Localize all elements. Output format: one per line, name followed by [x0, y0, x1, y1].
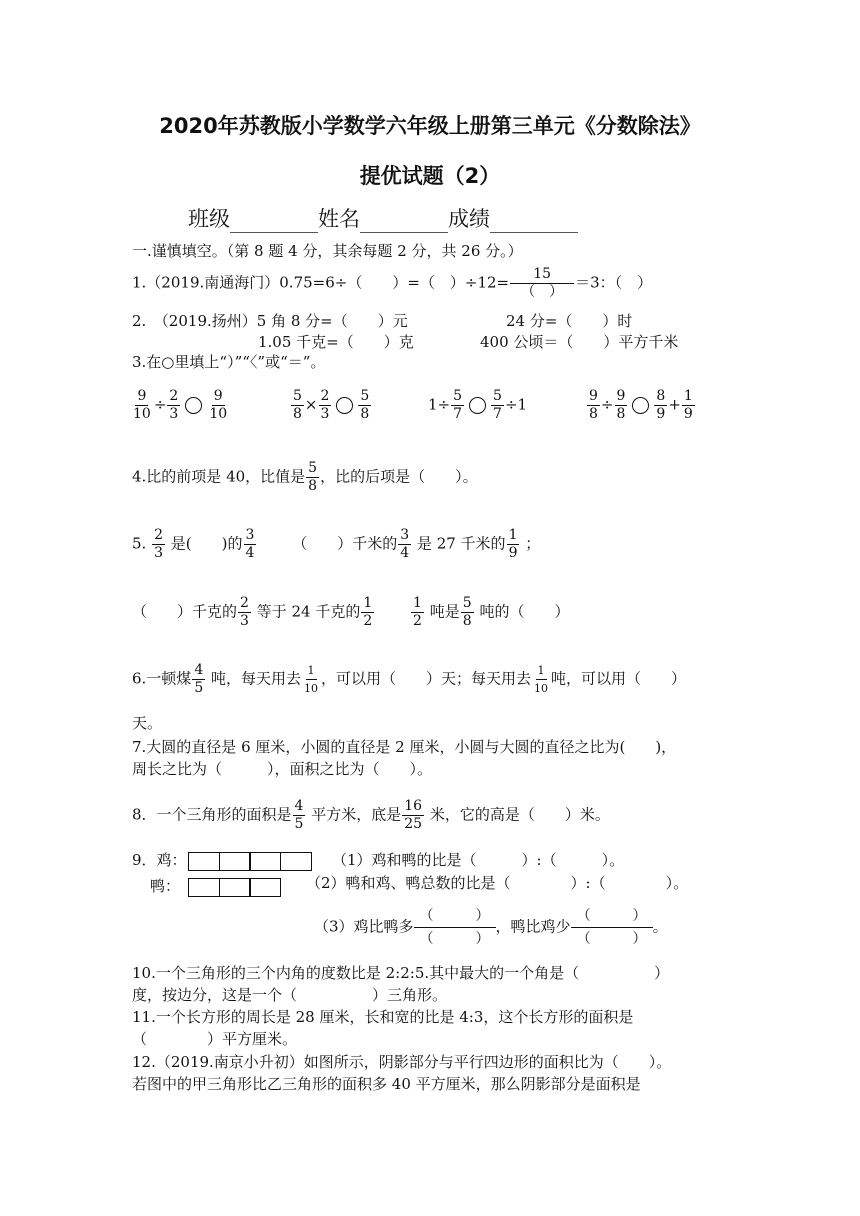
duck-boxes [188, 877, 280, 897]
score-blank[interactable] [490, 210, 578, 233]
question-10a: 10.一个三角形的三个内角的度数比是 2:2:5.其中最大的一个角是（ ） [132, 964, 670, 982]
question-2b: 24 分=（ ）时 [506, 312, 633, 330]
question-7a: 7.大圆的直径是 6 厘米，小圆的直径是 2 厘米，小圆与大圆的直径之比为( )， [132, 738, 677, 756]
compare-expr-2: $\frac{5}{8}$ × $\frac{2}{3}$ $\frac{5}{8}$ [293, 388, 370, 422]
compare-expr-4: $\frac{9}{8}$ ÷ $\frac{9}{8}$ $\frac{8}{9}$ + $\frac{1}{9}$ [589, 388, 693, 422]
class-blank[interactable] [230, 210, 318, 233]
compare-circle[interactable] [336, 397, 353, 414]
question-1: 1.（2019.南通海门）0.75=6÷（ ）=（ ）÷12= $\frac{15}{( )}$ ＝3：（ ） [132, 266, 653, 300]
question-2c: 1.05 千克=（ ）克 [258, 333, 414, 351]
question-2d: 400 公顷＝（ ）平方千米 [480, 333, 679, 351]
question-5a: 5. $\frac{2}{3}$ 是( )的 $\frac{3}{4}$ （ ）千米的 $\frac{3}{4}$ 是 27 千米的 $\frac{1}{9}$ ； [132, 527, 541, 561]
question-7b: 周长之比为（ ），面积之比为（ ）。 [132, 760, 433, 778]
section-heading: 一.谨慎填空。（第 8 题 4 分，其余每题 2 分，共 26 分。） [132, 242, 523, 260]
compare-circle[interactable] [185, 397, 202, 414]
chicken-boxes [188, 851, 310, 871]
question-9-part1: （1）鸡和鸭的比是（ ）:（ ）。 [332, 851, 625, 869]
question-8: 8．一个三角形的面积是 $\frac{4}{5}$ 平方米，底是 $\frac{16}{25}$ 米，它的高是（ ）米。 [132, 798, 610, 832]
compare-circle[interactable] [632, 397, 649, 414]
page-subtitle: 提优试题（2） [359, 164, 501, 188]
question-5b: （ ）千克的 $\frac{2}{3}$ 等于 24 千克的 $\frac{1}{2}$ $\frac{1}{2}$ 吨是 $\frac{5}{8}$ 吨的（ ） [132, 595, 570, 629]
question-10b: 度，按边分，这是一个（ ）三角形。 [132, 986, 448, 1004]
duck-label: 鸭： [150, 877, 181, 895]
question-11a: 11.一个长方形的周长是 28 厘米，长和宽的比是 4:3，这个长方形的面积是 [132, 1008, 634, 1026]
question-3: 3.在○里填上“）”“〈”或“＝”。 [132, 353, 326, 371]
question-6: 6.一顿煤 $\frac{4}{5}$ 吨，每天用去 $\frac{1}{10}$ ，可以用（ ）天；每天用去 $\frac{1}{10}$ 吨，可以用（ ） [132, 662, 687, 696]
question-9-part3: （3）鸡比鸭多 （ ） （ ） ，鸭比鸡少 （ ） （ ） 。 [314, 905, 668, 950]
question-9-part2: （2）鸭和鸡、鸭总数的比是（ ）:（ ）。 [306, 874, 689, 892]
question-6-end: 天。 [132, 714, 163, 732]
question-12b: 若图中的甲三角形比乙三角形的面积多 40 平方厘米，那么阴影部分是面积是 [132, 1075, 641, 1093]
question-4: 4.比的前项是 40，比值是 $\frac{5}{8}$ ，比的后项是（ ）。 [132, 460, 478, 494]
chicken-label: 9．鸡： [132, 851, 187, 869]
question-2a: 2. （2019.扬州）5 角 8 分=（ ）元 [132, 312, 408, 330]
compare-circle[interactable] [469, 397, 486, 414]
compare-expr-1: $\frac{9}{10}$ ÷ $\frac{2}{3}$ $\frac{9}{10}$ [133, 388, 228, 422]
page-title: 2020年苏教版小学数学六年级上册第三单元《分数除法》 [159, 114, 701, 138]
question-11b: （ ）平方厘米。 [132, 1030, 298, 1048]
compare-expr-3: 1÷ $\frac{5}{7}$ $\frac{5}{7}$ ÷1 [428, 388, 528, 422]
name-blank[interactable] [360, 210, 448, 233]
student-info-header: 班级 姓名 成绩 [188, 203, 578, 233]
question-12a: 12.（2019.南京小升初）如图所示，阴影部分与平行四边形的面积比为（ ）。 [132, 1053, 672, 1071]
